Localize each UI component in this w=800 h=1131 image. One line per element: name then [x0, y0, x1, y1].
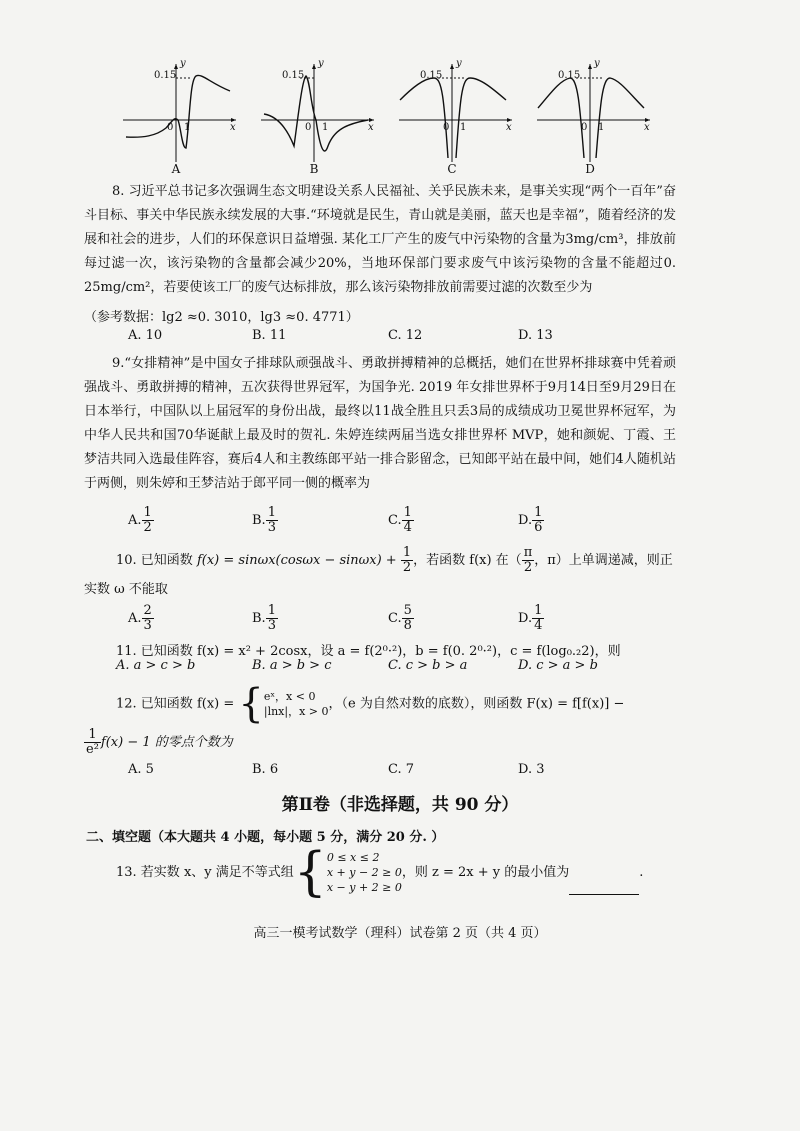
- q10-option-b-den: 3: [267, 618, 276, 633]
- question-12-line2: [84, 728, 676, 757]
- graph-c-xaxis-label: x: [506, 122, 512, 133]
- q12-line2-text: f(x) − 1 的零点个数为: [100, 735, 233, 750]
- graph-b-origin: 0: [305, 122, 312, 133]
- graph-a-yaxis-label: y: [180, 58, 186, 69]
- q11-option-a[interactable]: A. a > c > b: [116, 658, 196, 673]
- q13-suffix: ，则 z = 2x + y 的最小值为: [401, 865, 570, 880]
- graph-b: [256, 58, 381, 178]
- q10-option-b[interactable]: [252, 604, 278, 633]
- q12-option-d[interactable]: D. 3: [518, 762, 545, 777]
- graph-c-origin: 0: [443, 122, 450, 133]
- function-graph-options: [118, 58, 758, 178]
- q13-constraint-2: x + y − 2 ≥ 0: [326, 866, 402, 879]
- graph-c-plot: [394, 58, 519, 168]
- graph-d-plot: [532, 58, 657, 168]
- graph-a-origin: 0: [167, 122, 174, 133]
- fill-blank-heading: 二、填空题（本大题共 4 小题，每小题 5 分，满分 20 分. ）: [86, 830, 445, 845]
- q12-frac-num: 1: [84, 728, 101, 743]
- q11-option-b[interactable]: B. a > b > c: [252, 658, 332, 673]
- q10-option-b-letter: B.: [252, 611, 266, 626]
- question-11-options: [116, 658, 676, 682]
- q10-option-d-letter: D.: [518, 611, 533, 626]
- q10-pi-num: π: [523, 545, 533, 560]
- q11-option-c[interactable]: C. c > b > a: [388, 658, 468, 673]
- q8-option-d[interactable]: D. 13: [518, 328, 553, 343]
- q13-constraint-1: 0 ≤ x ≤ 2: [326, 851, 380, 864]
- q9-option-d-letter: D.: [518, 513, 533, 528]
- graph-d-xaxis-label: x: [644, 122, 650, 133]
- graph-b-plot: [256, 58, 381, 168]
- question-11-text: 11. 已知函数 f(x) = x² + 2cosx，设 a = f(2⁰·²)，b = f(0. 2⁰·²)，c = f(log₀.₂2)，则: [116, 644, 621, 659]
- q9-option-a-num: 1: [143, 505, 152, 520]
- q8-option-a[interactable]: A. 10: [128, 328, 163, 343]
- q10-option-a-den: 3: [143, 618, 152, 633]
- q10-half-den: 2: [402, 560, 412, 575]
- q13-end: .: [639, 865, 644, 880]
- q8-option-b[interactable]: B. 11: [252, 328, 287, 343]
- q12-brace: {: [238, 681, 264, 727]
- question-12-line1: [116, 681, 688, 727]
- q8-option-c[interactable]: C. 12: [388, 328, 423, 343]
- q12-piece-2: |lnx|，x > 0: [263, 705, 329, 718]
- q12-option-c[interactable]: C. 7: [388, 762, 415, 777]
- question-10-line2: 实数 ω 不能取: [84, 582, 168, 597]
- graph-b-ytick: 0.15: [282, 70, 305, 81]
- q9-option-d-num: 1: [534, 505, 543, 520]
- q10-function: f(x) = sinωx(cosωx − sinωx) +: [196, 553, 397, 568]
- graph-a-xtick: 1: [184, 122, 191, 133]
- question-8-reference: （参考数据：lg2 ≈0. 3010，lg3 ≈0. 4771）: [84, 310, 359, 325]
- graph-b-xtick: 1: [322, 122, 329, 133]
- q13-answer-blank[interactable]: [569, 880, 639, 895]
- q10-option-c-num: 5: [403, 603, 412, 618]
- graph-a-ytick: 0.15: [154, 70, 177, 81]
- q10-mid: ，若函数 f(x) 在（: [413, 553, 522, 568]
- q13-prefix: 13. 若实数 x、y 满足不等式组: [116, 865, 294, 880]
- graph-d-yaxis-label: y: [594, 58, 600, 69]
- q9-option-c[interactable]: [388, 506, 414, 535]
- graph-d: [532, 58, 657, 178]
- q11-option-d[interactable]: D. c > a > b: [518, 658, 598, 673]
- q9-option-d-den: 6: [534, 520, 543, 535]
- graph-a-label: A: [171, 162, 181, 176]
- question-13: [116, 842, 688, 903]
- question-10-options: [128, 604, 688, 640]
- graph-c-yaxis-label: y: [456, 58, 462, 69]
- q10-option-c-letter: C.: [388, 611, 402, 626]
- graph-b-label: B: [309, 162, 319, 176]
- graph-c-ytick: 0.15: [420, 70, 443, 81]
- q9-option-a[interactable]: [128, 506, 154, 535]
- q10-suffix: ，π）上单调递减，则正: [534, 553, 673, 568]
- question-8-options: [128, 328, 688, 352]
- q12-option-a[interactable]: A. 5: [128, 762, 154, 777]
- q10-option-d[interactable]: [518, 604, 544, 633]
- q9-option-a-den: 2: [143, 520, 152, 535]
- q10-option-a-letter: A.: [128, 611, 142, 626]
- question-9-text: 9.“女排精神”是中国女子排球队顽强战斗、勇敢拼搏精神的总概括，她们在世界杯排球赛中凭着顽强战斗、勇敢拼搏的精神，五次获得世界冠军，为国争光. 2019 年女排世界杯于9月14日至9月29日在日本举行，中国队以上届冠军的身份出战，最终以11战全胜且只丢3局的成绩成功卫冕世界杯冠军，为中华人民共和国70华诞献上最及时的贺礼. 朱婷连续两届当选女排世界杯 MVP，她和颜妮、丁霞、王梦洁共同入选最佳阵容，赛后4人和主教练郎平站一排合影留念，已知郎平站在最中间，她们4人随机站于两侧，则朱婷和王梦洁站于郎平同一侧的概率为: [84, 356, 676, 491]
- q9-option-b-num: 1: [267, 505, 276, 520]
- question-12-options: [128, 762, 688, 786]
- page-footer: 高三一模考试数学（理科）试卷第 2 页（共 4 页）: [253, 926, 547, 941]
- graph-b-xaxis-label: x: [368, 122, 374, 133]
- q10-option-d-den: 4: [534, 618, 543, 633]
- q10-option-c-den: 8: [403, 618, 412, 633]
- graph-c: [394, 58, 519, 178]
- q9-option-c-den: 4: [403, 520, 412, 535]
- q9-option-c-letter: C.: [388, 513, 402, 528]
- q10-option-a[interactable]: [128, 604, 154, 633]
- graph-c-xtick: 1: [460, 122, 467, 133]
- graph-d-ytick: 0.15: [558, 70, 581, 81]
- q12-suffix: ，（e 为自然对数的底数），则函数 F(x) = f[f(x)] −: [328, 696, 625, 712]
- q9-option-b[interactable]: [252, 506, 278, 535]
- q12-piece-1: eˣ，x < 0: [263, 690, 316, 703]
- section-2-title: 第Ⅱ卷（非选择题，共 90 分）: [281, 795, 519, 815]
- q9-option-c-num: 1: [403, 505, 412, 520]
- q10-option-b-num: 1: [267, 603, 276, 618]
- q12-prefix: 12. 已知函数 f(x) =: [116, 696, 235, 712]
- q10-option-a-num: 2: [143, 603, 152, 618]
- q9-option-b-den: 3: [267, 520, 276, 535]
- q10-pi-den: 2: [523, 560, 533, 575]
- question-8-text: 8. 习近平总书记多次强调生态文明建设关系人民福祉、关乎民族未来，是事关实现“两个一百年”奋斗目标、事关中华民族永续发展的大事.“环境就是民生，青山就是美丽，蓝天也是幸福”，随着经济的发展和社会的进步，人们的环保意识日益增强. 某化工厂产生的废气中污染物的含量为3mg/cm³，排放前每过滤一次，该污染物的含量都会减少20%，当地环保部门要求废气中该污染物的含量不能超过0. 25mg/cm²，若要使该工厂的废气达标排放，那么该污染物排放前需要过滤的次数至少为: [84, 184, 676, 295]
- graph-a-plot: [118, 58, 243, 168]
- graph-a: [118, 58, 243, 178]
- q12-frac-den: e²: [86, 742, 99, 757]
- q12-option-b[interactable]: B. 6: [252, 762, 279, 777]
- graph-d-label: D: [585, 162, 595, 176]
- q13-constraint-3: x − y + 2 ≥ 0: [326, 881, 402, 894]
- q9-option-a-letter: A.: [128, 513, 142, 528]
- graph-d-xtick: 1: [598, 122, 605, 133]
- q10-option-c[interactable]: [388, 604, 414, 633]
- q10-prefix: 10. 已知函数: [116, 553, 193, 568]
- q10-option-d-num: 1: [534, 603, 543, 618]
- q10-half-num: 1: [402, 545, 412, 560]
- graph-a-xaxis-label: x: [230, 122, 236, 133]
- q13-brace: {: [293, 842, 327, 903]
- q9-option-b-letter: B.: [252, 513, 266, 528]
- graph-c-label: C: [447, 162, 457, 176]
- question-9-options: [128, 506, 688, 542]
- graph-d-origin: 0: [581, 122, 588, 133]
- question-10-line1: [116, 546, 688, 575]
- graph-b-yaxis-label: y: [318, 58, 324, 69]
- q9-option-d[interactable]: [518, 506, 544, 535]
